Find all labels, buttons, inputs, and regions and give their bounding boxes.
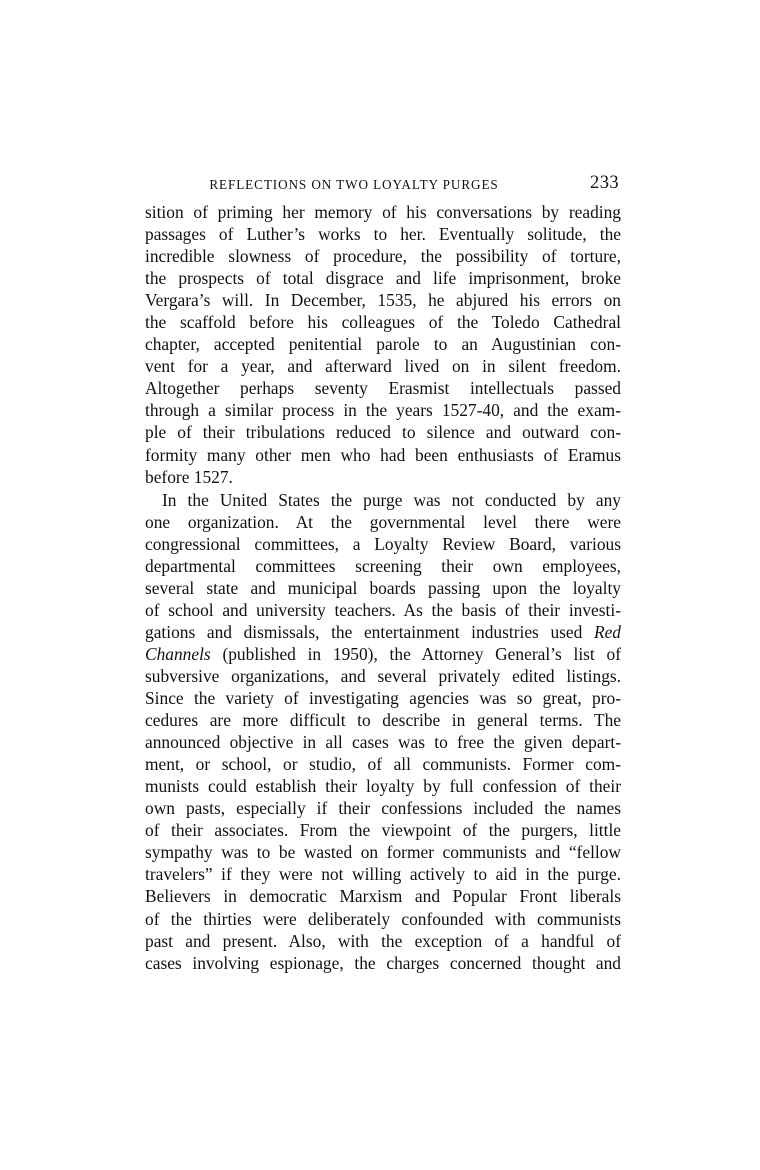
text-line [145, 643, 621, 665]
text-line-content: gations and dismissals, the entertainment industries used [145, 621, 594, 642]
text-line: travelers” if they were not willing actively to aid in the purge. [145, 864, 621, 885]
running-title: REFLECTIONS ON TWO LOYALTY PURGES [209, 177, 499, 192]
text-line: through a similar process in the years 1527-40, and the exam- [145, 400, 621, 421]
page-number: 233 [590, 173, 619, 193]
text-line: Altogether perhaps seventy Erasmist intellectuals passed [145, 378, 621, 399]
text-line [145, 621, 621, 643]
text-line: one organization. At the governmental level there were [145, 511, 621, 532]
text-line: munists could establish their loyalty by full confession of their [145, 776, 621, 797]
text-line: the prospects of total disgrace and life imprisonment, broke [145, 268, 621, 289]
text-line: of the thirties were deliberately confounded with communists [145, 908, 621, 929]
text-line: incredible slowness of procedure, the possibility of torture, [145, 246, 621, 267]
text-line: sympathy was to be wasted on former communists and “fellow [145, 842, 621, 863]
running-head [145, 173, 621, 199]
text-line: of their associates. From the viewpoint of the purgers, little [145, 820, 621, 841]
text-line: several state and municipal boards passing upon the loyalty [145, 577, 621, 598]
text-line: Believers in democratic Marxism and Popular Front liberals [145, 886, 621, 907]
body-text [145, 201, 621, 974]
paragraph-first-line: In the United States the purge was not conducted by any [162, 489, 621, 510]
text-line: Since the variety of investigating agencies was so great, pro- [145, 688, 621, 709]
text-line: own pasts, especially if their confessions included the names [145, 798, 621, 819]
text-line: departmental committees screening their own employees, [145, 555, 621, 576]
text-line: passages of Luther’s works to her. Eventually solitude, the [145, 224, 621, 245]
italic-title: Red [593, 621, 621, 642]
text-line: Vergara’s will. In December, 1535, he abjured his errors on [145, 290, 621, 311]
text-line: ment, or school, or studio, of all communists. Former com- [145, 754, 621, 775]
text-line-content: (published in 1950), the Attorney General’s list of [210, 643, 621, 664]
text-line: cedures are more difficult to describe in general terms. The [145, 710, 621, 731]
text-line: cases involving espionage, the charges concerned thought and [145, 952, 621, 973]
text-line: congressional committees, a Loyalty Review Board, various [145, 533, 621, 554]
text-line: before 1527. [145, 466, 233, 487]
text-line: announced objective in all cases was to free the given depart- [145, 732, 621, 753]
text-line: chapter, accepted penitential parole to an Augustinian con- [145, 334, 621, 355]
text-line: subversive organizations, and several privately edited listings. [145, 665, 621, 686]
text-line: the scaffold before his colleagues of the Toledo Cathedral [145, 312, 621, 333]
text-line: formity many other men who had been enthusiasts of Eramus [145, 444, 621, 465]
text-line: ple of their tribulations reduced to silence and outward con- [145, 422, 621, 443]
text-line: of school and university teachers. As the basis of their investi- [145, 599, 621, 620]
text-line: past and present. Also, with the exception of a handful of [145, 930, 621, 951]
text-line: vent for a year, and afterward lived on in silent freedom. [145, 356, 621, 377]
text-line: sition of priming her memory of his conversations by reading [145, 202, 621, 222]
italic-title: Channels [145, 643, 211, 664]
